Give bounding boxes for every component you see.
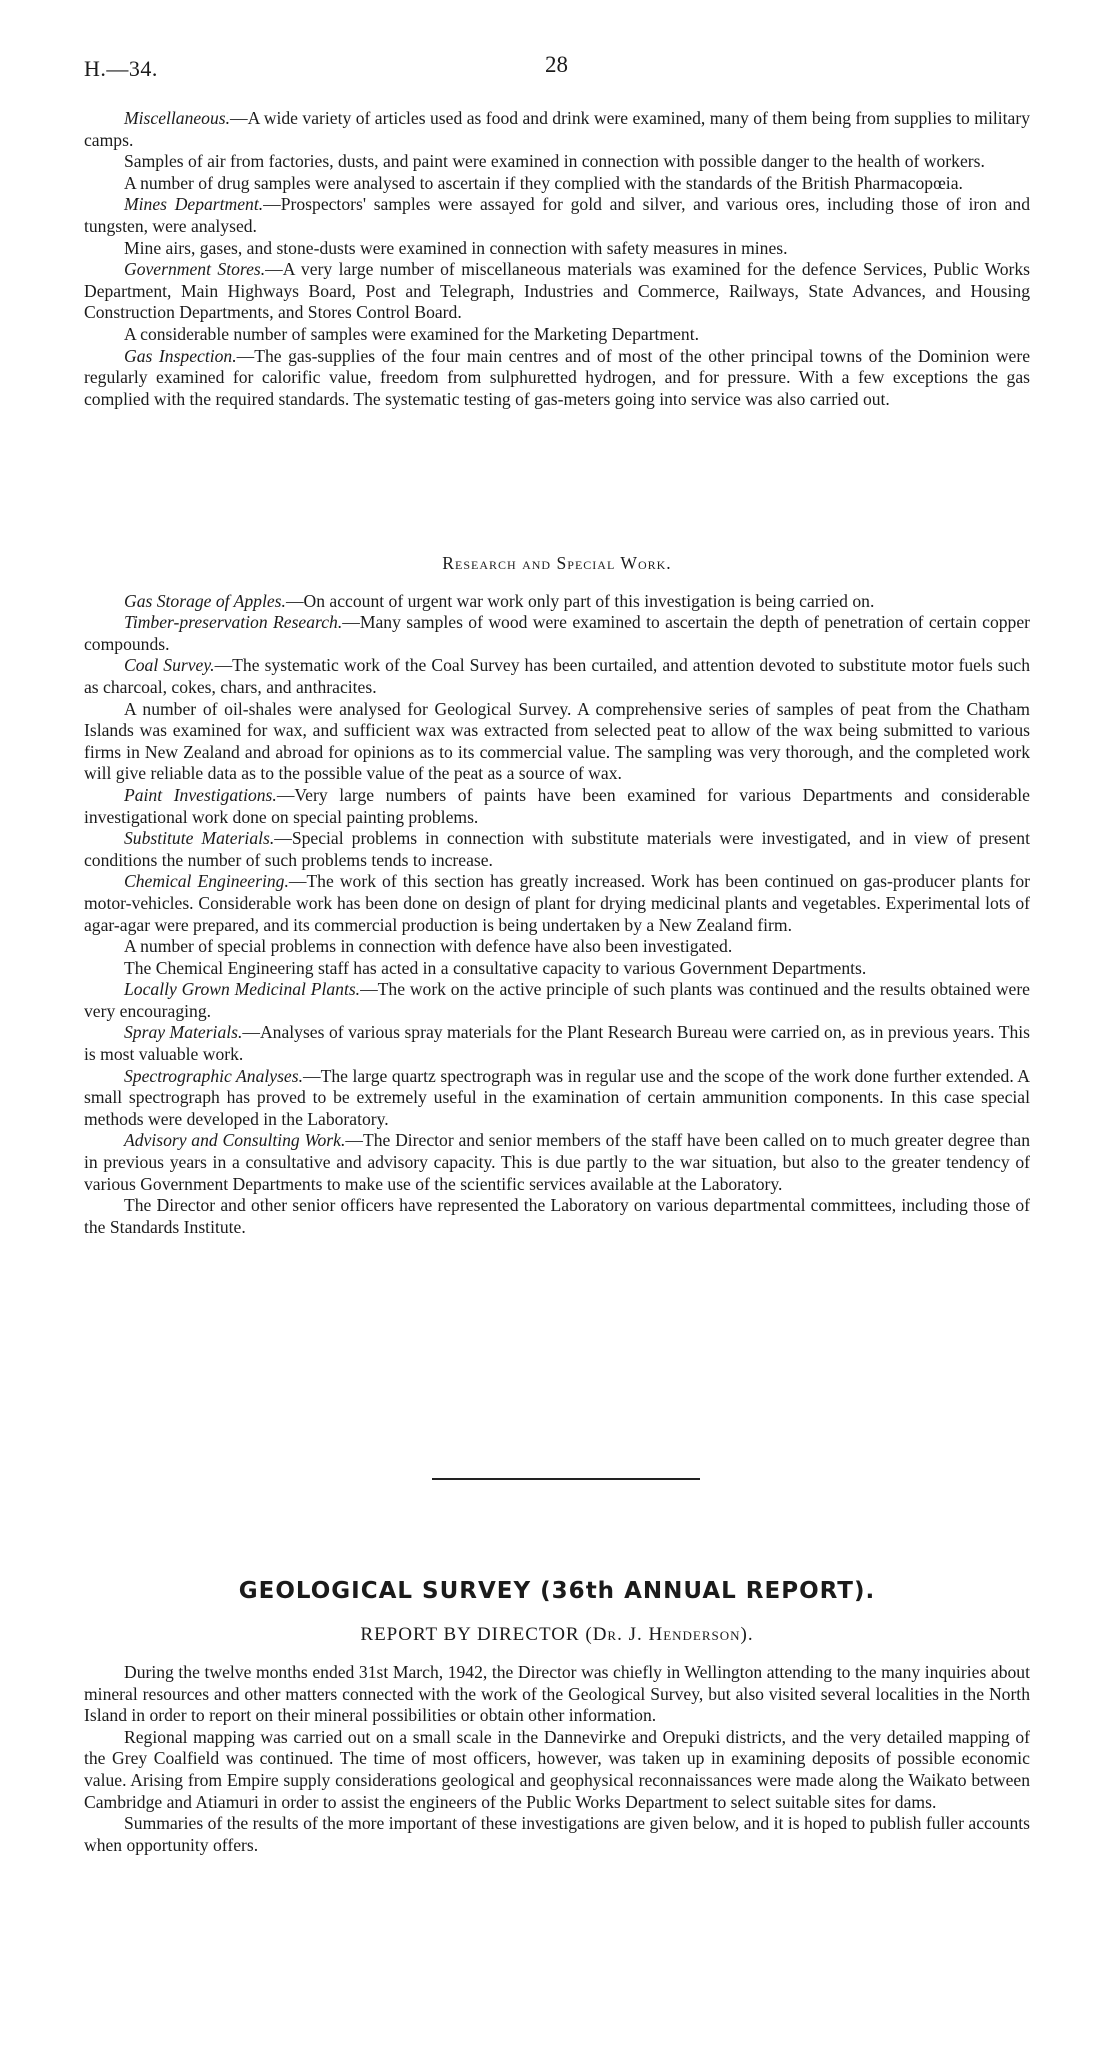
paragraph: Summaries of the results of the more important of these investigations are given below, and it is hoped to publish fuller accounts when opportunity offers. xyxy=(84,1813,1030,1855)
paragraph xyxy=(84,936,1030,958)
report-byline xyxy=(0,1624,1114,1646)
paragraph xyxy=(84,591,1030,613)
paragraph-lead: Paint Investigations. xyxy=(124,784,277,805)
paragraph-lead: Miscellaneous. xyxy=(124,108,231,128)
paragraph-text: —Prospectors' samples were assayed for gold and silver, and various ores, including those of iron and tungsten, were analysed. xyxy=(84,194,1030,236)
paragraph-text: —The work on the active principle of such plants was continued and the results obtained were very encouraging. xyxy=(84,979,1030,1021)
paragraph xyxy=(84,108,1030,151)
paragraph-text: The Director and other senior officers have represented the Laboratory on various departmental committees, including those of the Standards Institute. xyxy=(84,1195,1030,1237)
section-heading: Research and Special Work. xyxy=(442,553,672,573)
paragraph xyxy=(84,1195,1030,1238)
page-number: 28 xyxy=(545,52,568,77)
paragraph xyxy=(84,785,1030,828)
paragraph-text: Mine airs, gases, and stone-dusts were examined in connection with safety measures in mines. xyxy=(124,237,788,258)
report-code: H.—34. xyxy=(84,56,158,81)
paragraph xyxy=(84,871,1030,936)
byline-prefix: REPORT BY DIRECTOR ( xyxy=(360,1624,593,1645)
paragraph-text: —A wide variety of articles used as food and drink were examined, many of them being from supplies to military camps. xyxy=(84,108,1030,150)
byline-name: Dr. J. Henderson xyxy=(592,1624,741,1645)
paragraph-lead: Gas Storage of Apples. xyxy=(124,590,286,611)
paragraph-text: —A very large number of miscellaneous materials was examined for the defence Services, Public Works Department, Main Highways Board, Post and Telegraph, Industries and Commerce, Railways, State Advances, and Housing Construction Departments, and Stores Control Board. xyxy=(84,259,1031,323)
paragraph xyxy=(84,346,1030,411)
paragraph xyxy=(84,612,1030,655)
paragraph xyxy=(84,324,1030,346)
paragraph xyxy=(84,655,1030,698)
paragraph-text: —Analyses of various spray materials for the Plant Research Bureau were carried on, as in previous years. This is most valuable work. xyxy=(84,1022,1030,1065)
paragraph-lead: Spray Materials. xyxy=(124,1022,243,1043)
paragraph xyxy=(84,1066,1030,1131)
paragraph-lead: Advisory and Consulting Work. xyxy=(124,1130,346,1151)
section-research xyxy=(84,553,1030,1238)
paragraph xyxy=(84,1022,1030,1065)
paragraph-lead: Chemical Engineering. xyxy=(124,871,289,892)
paragraph: During the twelve months ended 31st March, 1942, the Director was chiefly in Wellington attending to the many inquiries about mineral resources and other matters connected with the work of the Geological Survey, but also visited several localities in the North Island in order to report on their mineral possibilities or obtain other information. xyxy=(84,1662,1030,1726)
paragraph-text: A considerable number of samples were examined for the Marketing Department. xyxy=(124,323,700,344)
paragraph xyxy=(84,1130,1030,1195)
paragraph-text: Samples of air from factories, dusts, and paint were examined in connection with possible danger to the health of workers. xyxy=(124,151,985,172)
paragraph-lead: Timber-preservation Research. xyxy=(124,612,343,633)
paragraph-text: A number of oil-shales were analysed for Geological Survey. A comprehensive series of samples of peat from the Chatham Islands was examined for wax, and sufficient wax was extracted from selected peat to allow of the wax being submitted to various firms in New Zealand and abroad for opinions as to its commercial value. The sampling was very thorough, and the completed work will give reliable data as to the possible value of the peat as a source of wax. xyxy=(84,698,1030,784)
section-divider xyxy=(432,1478,700,1480)
paragraph-text: —The large quartz spectrograph was in regular use and the scope of the work done further extended. A small spectrograph has proved to be extremely useful in the examination of certain ammunition components. In this case special methods were developed in the Laboratory. xyxy=(84,1065,1030,1129)
paragraph: Regional mapping was carried out on a small scale in the Dannevirke and Orepuki districts, and the very detailed mapping of the Grey Coalfield was continued. The time of most officers, however, was taken up in examining deposits of possible economic value. Arising from Empire supply considerations geological and geophysical reconnaissances were made along the Waikato between Cambridge and Atiamuri in order to assist the engineers of the Public Works Department to select suitable sites for dams. xyxy=(84,1726,1030,1812)
paragraph-lead: Coal Survey. xyxy=(124,655,215,676)
paragraph-text: A number of drug samples were analysed to ascertain if they complied with the standards of the British Pharmacopœia. xyxy=(124,172,963,193)
paragraph-text: —The systematic work of the Coal Survey has been curtailed, and attention devoted to substitute motor fuels such as charcoal, cokes, chars, and anthracites. xyxy=(84,655,1030,697)
paragraph-text: —Many samples of wood were examined to ascertain the depth of penetration of certain copper compounds. xyxy=(84,612,1031,654)
paragraph-text: —Very large numbers of paints have been examined for various Departments and considerable investigational work done on special painting problems. xyxy=(84,784,1030,827)
geological-survey-title: GEOLOGICAL SURVEY (36th ANNUAL REPORT). xyxy=(238,1578,876,1604)
paragraph xyxy=(84,979,1030,1022)
paragraph xyxy=(84,194,1030,237)
paragraph-text: A number of special problems in connection with defence have also been investigated. xyxy=(124,936,733,957)
paragraph xyxy=(84,259,1030,324)
paragraph-text: —The Director and senior members of the staff have been called on to much greater degree than in previous years in a consultative and advisory capacity. This is due partly to the war situation, but also to the greater tendency of various Government Departments to make use of the scientific services available at the Laboratory. xyxy=(84,1130,1030,1194)
paragraph-text: The Chemical Engineering staff has acted in a consultative capacity to various Government Departments. xyxy=(124,957,867,978)
paragraph xyxy=(84,958,1030,980)
paragraph-lead: Spectrographic Analyses. xyxy=(124,1065,303,1086)
section-laboratory-work xyxy=(84,108,1030,410)
paragraph-text: —On account of urgent war work only part of this investigation is being carried on. xyxy=(285,590,875,611)
paragraph-text: —The gas-supplies of the four main centres and of most of the other principal towns of the Dominion were regularly examined for calorific value, freedom from sulphuretted hydrogen, and for pressure. With a few exceptions the gas complied with the required standards. The systematic testing of gas-meters going into service was also carried out. xyxy=(84,345,1030,409)
paragraph-lead: Substitute Materials. xyxy=(124,828,275,849)
paragraph xyxy=(84,828,1030,871)
paragraph-text: —The work of this section has greatly increased. Work has been continued on gas-producer plants for motor-vehicles. Considerable work has been done on design of plant for drying medicinal plants and vegetables. Experimental lots of agar-agar were prepared, and its commercial production is being undertaken by a New Zealand firm. xyxy=(84,871,1030,935)
paragraph xyxy=(84,238,1030,260)
paragraph xyxy=(84,699,1030,785)
section-geological xyxy=(84,1662,1030,1856)
paragraph xyxy=(84,173,1030,195)
paragraph-lead: Mines Department. xyxy=(124,194,264,215)
byline-suffix: ). xyxy=(740,1624,754,1645)
paragraph-lead: Locally Grown Medicinal Plants. xyxy=(124,979,361,1000)
paragraph-lead: Gas Inspection. xyxy=(124,345,237,366)
paragraph-lead: Government Stores. xyxy=(124,259,266,280)
paragraph-text: —Special problems in connection with substitute materials were investigated, and in view of present conditions the number of such problems tends to increase. xyxy=(84,828,1030,870)
paragraph xyxy=(84,151,1030,173)
